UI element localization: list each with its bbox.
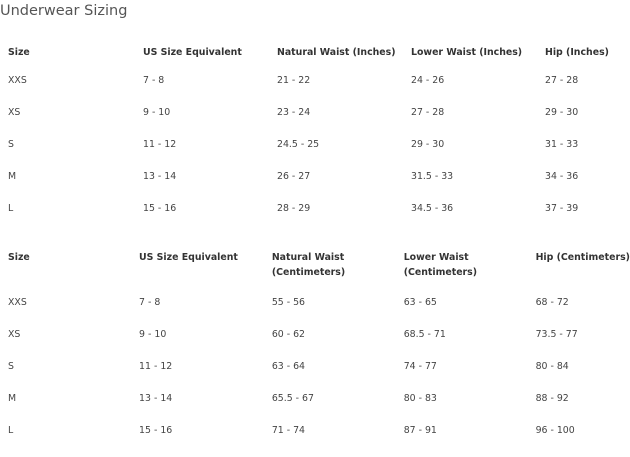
table-cell: 63 - 65 bbox=[403, 297, 437, 308]
table-cell: L bbox=[8, 203, 14, 214]
table-cell: 34 - 36 bbox=[545, 171, 579, 182]
table-cell: XS bbox=[8, 107, 21, 118]
table-cell: 26 - 27 bbox=[277, 171, 311, 182]
table-cell: M bbox=[8, 171, 17, 182]
table-cell: 28 - 29 bbox=[277, 203, 311, 214]
table-cell: 7 - 8 bbox=[143, 75, 165, 86]
table-row bbox=[0, 171, 630, 203]
header-lower-waist-label: Lower Waist bbox=[403, 252, 469, 263]
cm-table-body bbox=[0, 297, 630, 457]
table-row bbox=[0, 425, 630, 457]
page-title: Underwear Sizing bbox=[0, 3, 128, 19]
table-cell: 87 - 91 bbox=[403, 425, 437, 436]
table-row bbox=[0, 75, 630, 107]
table-row bbox=[0, 329, 630, 361]
table-cell: 80 - 84 bbox=[535, 361, 569, 372]
table-cell: S bbox=[8, 361, 14, 372]
table-cell: 11 - 12 bbox=[139, 361, 173, 372]
table-header-row bbox=[0, 45, 630, 75]
table-cell: 55 - 56 bbox=[271, 297, 306, 308]
table-cell: 60 - 62 bbox=[271, 329, 306, 340]
table-cell: 27 - 28 bbox=[545, 75, 579, 86]
table-cell: 27 - 28 bbox=[411, 107, 445, 118]
header-natural-waist-label: Natural Waist bbox=[271, 252, 345, 263]
table-cell: S bbox=[8, 139, 14, 150]
centimeters-size-table bbox=[0, 250, 630, 457]
table-cell: XXS bbox=[8, 297, 27, 308]
table-cell: 15 - 16 bbox=[143, 203, 177, 214]
table-cell: 74 - 77 bbox=[403, 361, 437, 372]
table-cell: L bbox=[8, 425, 14, 436]
table-cell: 65.5 - 67 bbox=[271, 393, 314, 404]
header-natural-waist: Natural Waist (Inches) bbox=[277, 47, 396, 58]
table-cell: 34.5 - 36 bbox=[411, 203, 454, 214]
table-cell: 15 - 16 bbox=[139, 425, 173, 436]
table-cell: 80 - 83 bbox=[403, 393, 437, 404]
header-natural-waist bbox=[272, 250, 404, 297]
header-hip: Hip (Inches) bbox=[545, 47, 609, 58]
table-cell: 63 - 64 bbox=[271, 361, 306, 372]
table-cell: XXS bbox=[8, 75, 27, 86]
inches-table-body bbox=[0, 75, 630, 235]
table-cell: 71 - 74 bbox=[271, 425, 306, 436]
table-row bbox=[0, 139, 630, 171]
inches-size-table bbox=[0, 45, 630, 235]
header-size: Size bbox=[8, 47, 30, 58]
table-cell: 21 - 22 bbox=[277, 75, 311, 86]
table-cell: 23 - 24 bbox=[277, 107, 311, 118]
table-row bbox=[0, 361, 630, 393]
table-row bbox=[0, 107, 630, 139]
header-natural-waist-unit: (Centimeters) bbox=[271, 267, 346, 278]
table-cell: 88 - 92 bbox=[535, 393, 569, 404]
table-cell: 68 - 72 bbox=[535, 297, 569, 308]
table-cell: 13 - 14 bbox=[143, 171, 177, 182]
table-cell: 9 - 10 bbox=[139, 329, 167, 340]
table-cell: 29 - 30 bbox=[545, 107, 579, 118]
table-cell: M bbox=[8, 393, 17, 404]
table-cell: 68.5 - 71 bbox=[403, 329, 446, 340]
table-cell: 96 - 100 bbox=[535, 425, 575, 436]
table-cell: 9 - 10 bbox=[143, 107, 171, 118]
table-row bbox=[0, 393, 630, 425]
header-lower-waist: Lower Waist (Inches) bbox=[411, 47, 523, 58]
table-cell: 73.5 - 77 bbox=[535, 329, 578, 340]
header-hip: Hip (Centimeters) bbox=[535, 252, 630, 263]
header-size: Size bbox=[8, 252, 30, 263]
table-header-row bbox=[0, 250, 630, 297]
header-lower-waist bbox=[404, 250, 536, 297]
header-us-size: US Size Equivalent bbox=[139, 252, 238, 263]
table-cell: 37 - 39 bbox=[545, 203, 579, 214]
table-cell: 11 - 12 bbox=[143, 139, 177, 150]
header-lower-waist-unit: (Centimeters) bbox=[403, 267, 478, 278]
table-cell: 24 - 26 bbox=[411, 75, 445, 86]
table-cell: XS bbox=[8, 329, 21, 340]
table-cell: 7 - 8 bbox=[139, 297, 161, 308]
table-cell: 24.5 - 25 bbox=[277, 139, 320, 150]
table-cell: 31.5 - 33 bbox=[411, 171, 454, 182]
table-cell: 29 - 30 bbox=[411, 139, 445, 150]
table-row bbox=[0, 203, 630, 235]
header-us-size: US Size Equivalent bbox=[143, 47, 242, 58]
table-row bbox=[0, 297, 630, 329]
table-cell: 31 - 33 bbox=[545, 139, 579, 150]
table-cell: 13 - 14 bbox=[139, 393, 173, 404]
